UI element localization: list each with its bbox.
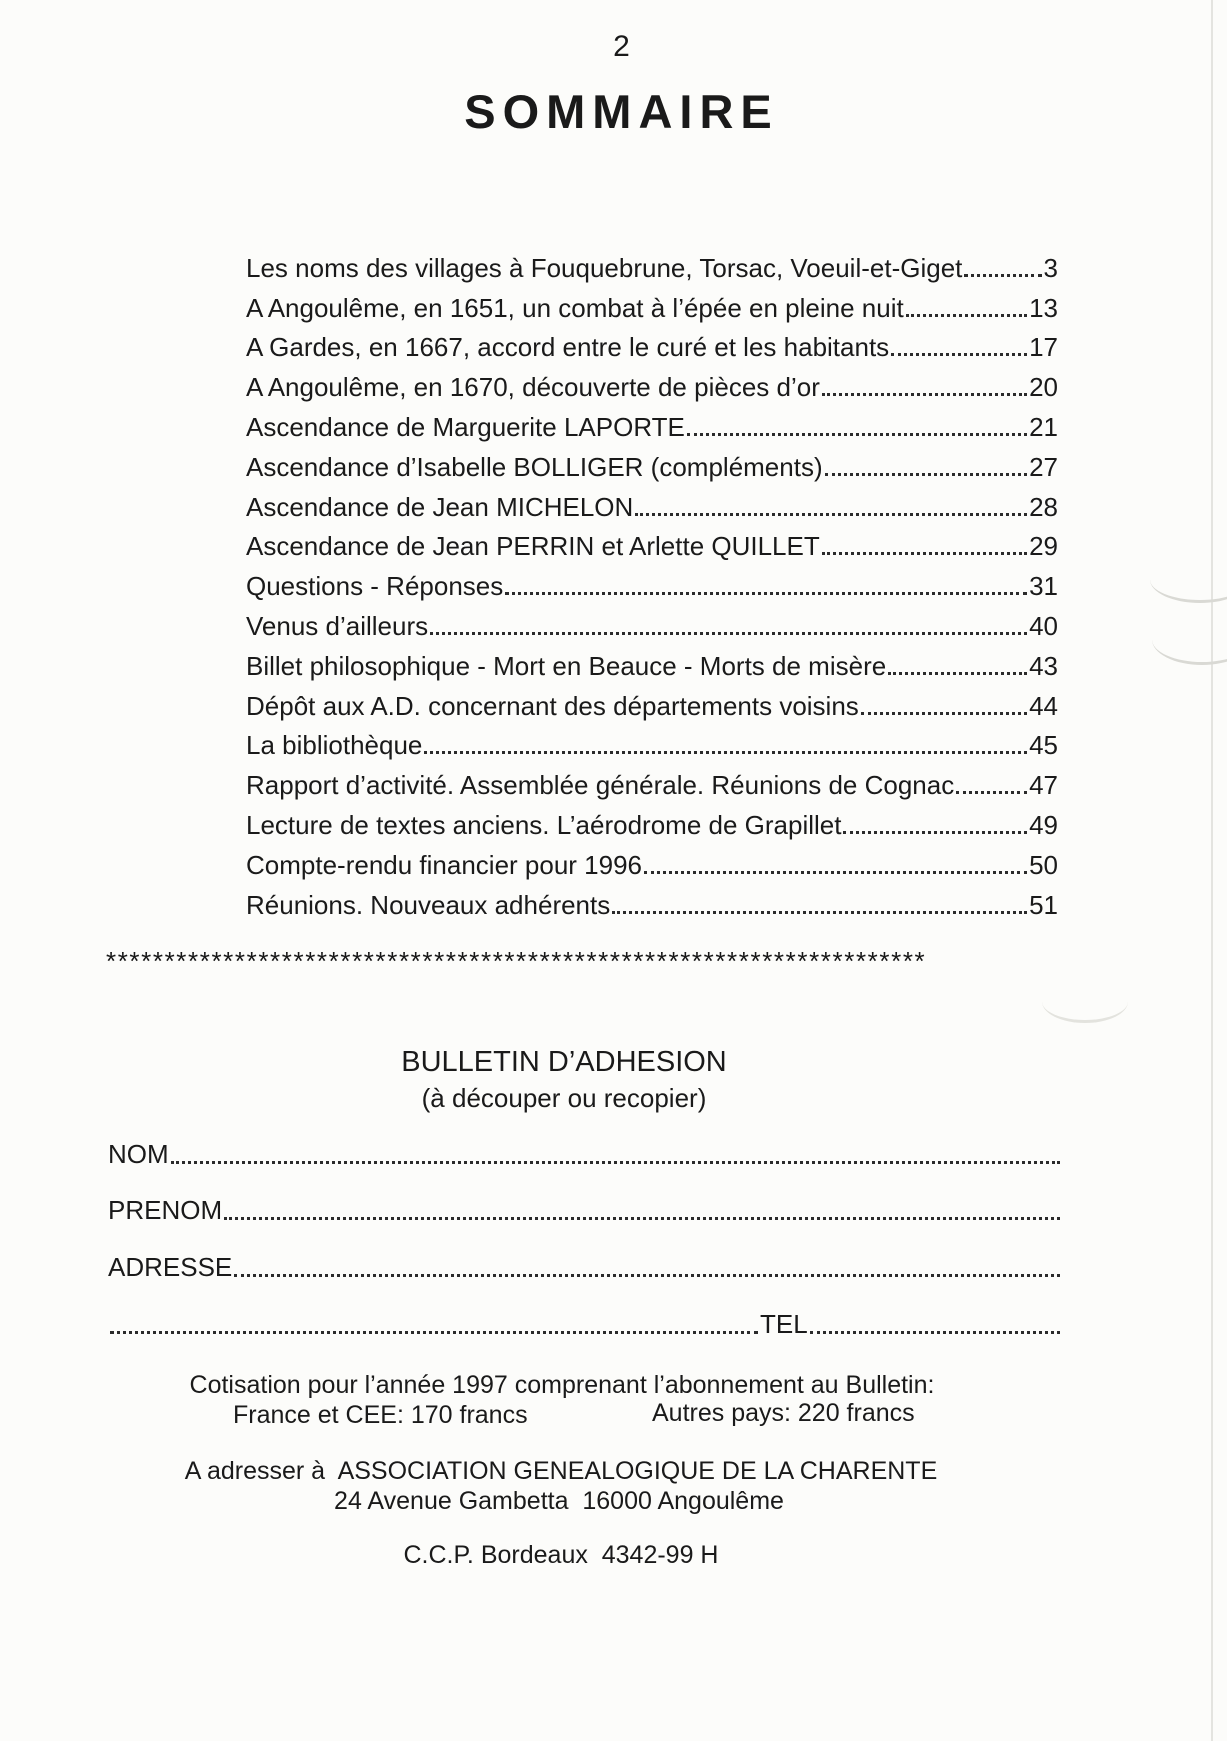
fee-other-countries-text: Autres pays: 220 francs [652,1399,915,1427]
dotted-leader [424,751,1027,754]
form-field-label: ADRESSE [108,1252,233,1282]
dotted-leader [822,552,1027,555]
send-to-address-line1: A adresser à ASSOCIATION GENEALOGIQUE DE LA CHARENTE [184,1457,938,1485]
toc-entry-label: Lecture de textes anciens. L’aérodrome de Grapillet [246,809,842,840]
toc-entry [246,244,1058,284]
asterisk-separator: ********************************************************************** [106,946,927,976]
table-of-contents [246,244,1058,921]
page-title: SOMMAIRE [464,85,779,138]
toc-entry [246,801,1058,841]
toc-entry [246,841,1058,881]
toc-entry-page: 29 [1029,531,1058,562]
form-field-adresse [108,1247,1062,1283]
toc-entry-page: 43 [1029,650,1058,681]
scan-curve-artifact [1150,556,1227,603]
toc-entry [246,761,1058,801]
fill-in-line [810,1331,1060,1334]
dotted-leader [505,592,1027,595]
toc-entry-page: 3 [1043,252,1058,283]
fill-in-line [224,1217,1060,1220]
fill-in-line [171,1161,1060,1164]
toc-entry-label: A Gardes, en 1667, accord entre le curé et les habitants [246,332,890,363]
toc-entry [246,284,1058,324]
toc-entry-page: 20 [1029,372,1058,403]
form-field-tel [108,1304,1062,1340]
dotted-leader [635,513,1027,516]
toc-entry-label: Ascendance de Jean MICHELON [246,491,634,522]
toc-entry-page: 28 [1029,491,1058,522]
toc-entry-page: 21 [1029,411,1058,442]
dotted-leader [861,712,1027,715]
toc-entry-label: Questions - Réponses [246,571,504,602]
ccp-account-line: C.C.P. Bordeaux 4342-99 H [403,1541,719,1569]
page-number: 2 [613,30,630,63]
toc-entry-label: Ascendance d’Isabelle BOLLIGER (compléments) [246,451,823,482]
membership-form-title: BULLETIN D’ADHESION [401,1046,727,1078]
toc-entry-label: A Angoulême, en 1670, découverte de pièces d’or [246,372,820,403]
toc-entry-label: A Angoulême, en 1651, un combat à l’épée en pleine nuit [246,292,904,323]
toc-entry [246,403,1058,443]
toc-entry-page: 17 [1029,332,1058,363]
toc-entry-label: Ascendance de Marguerite LAPORTE [246,411,685,442]
dotted-leader [891,353,1027,356]
toc-entry [246,523,1058,563]
dotted-leader [964,274,1041,277]
fee-france-text: France et CEE: 170 francs [233,1401,528,1429]
scan-curve-artifact [1042,980,1128,1023]
toc-entry-page: 45 [1029,730,1058,761]
dotted-leader [822,393,1027,396]
toc-entry [246,483,1058,523]
send-to-address-line2: 24 Avenue Gambetta 16000 Angoulême [334,1487,784,1515]
toc-entry [246,443,1058,483]
toc-entry [246,562,1058,602]
dotted-leader [906,314,1027,317]
form-field-label: TEL [760,1309,808,1339]
dotted-leader [888,672,1027,675]
dotted-leader [612,911,1027,914]
toc-entry-label: Les noms des villages à Fouquebrune, Torsac, Voeuil-et-Giget [246,252,963,283]
fee-intro-text: Cotisation pour l’année 1997 comprenant l’abonnement au Bulletin: [189,1371,935,1399]
dotted-leader [644,871,1027,874]
form-field-label: NOM [108,1139,169,1169]
toc-entry-label: Billet philosophique - Mort en Beauce - Morts de misère [246,650,887,681]
toc-entry-page: 51 [1029,889,1058,920]
toc-entry-page: 40 [1029,610,1058,641]
scan-edge-artifact [1211,0,1213,1741]
toc-entry-label: Dépôt aux A.D. concernant des départements voisins [246,690,859,721]
toc-entry [246,602,1058,642]
fill-in-line [234,1274,1060,1277]
toc-entry-label: Réunions. Nouveaux adhérents [246,889,611,920]
dotted-leader [825,473,1027,476]
toc-entry [246,363,1058,403]
toc-entry [246,722,1058,762]
toc-entry-page: 44 [1029,690,1058,721]
toc-entry-page: 50 [1029,849,1058,880]
form-field-nom [108,1134,1062,1170]
toc-entry-label: Ascendance de Jean PERRIN et Arlette QUILLET [246,531,820,562]
toc-entry-label: Rapport d’activité. Assemblée générale. Réunions de Cognac [246,770,955,801]
toc-entry-page: 31 [1029,571,1058,602]
fill-in-line [110,1331,758,1334]
toc-entry [246,881,1058,921]
toc-entry [246,324,1058,364]
form-field-label: PRENOM [108,1195,223,1225]
dotted-leader [430,632,1027,635]
toc-entry [246,642,1058,682]
toc-entry-page: 49 [1029,809,1058,840]
toc-entry [246,682,1058,722]
form-field-prenom [108,1190,1062,1226]
dotted-leader [956,791,1027,794]
toc-entry-label: La bibliothèque [246,730,423,761]
dotted-leader [843,831,1027,834]
toc-entry-label: Compte-rendu financier pour 1996 [246,849,643,880]
toc-entry-page: 13 [1029,292,1058,323]
toc-entry-page: 27 [1029,451,1058,482]
membership-form-subtitle: (à découper ou recopier) [421,1083,707,1113]
dotted-leader [687,433,1027,436]
toc-entry-label: Venus d’ailleurs [246,610,429,641]
toc-entry-page: 47 [1029,770,1058,801]
scan-curve-artifact [1152,614,1227,665]
